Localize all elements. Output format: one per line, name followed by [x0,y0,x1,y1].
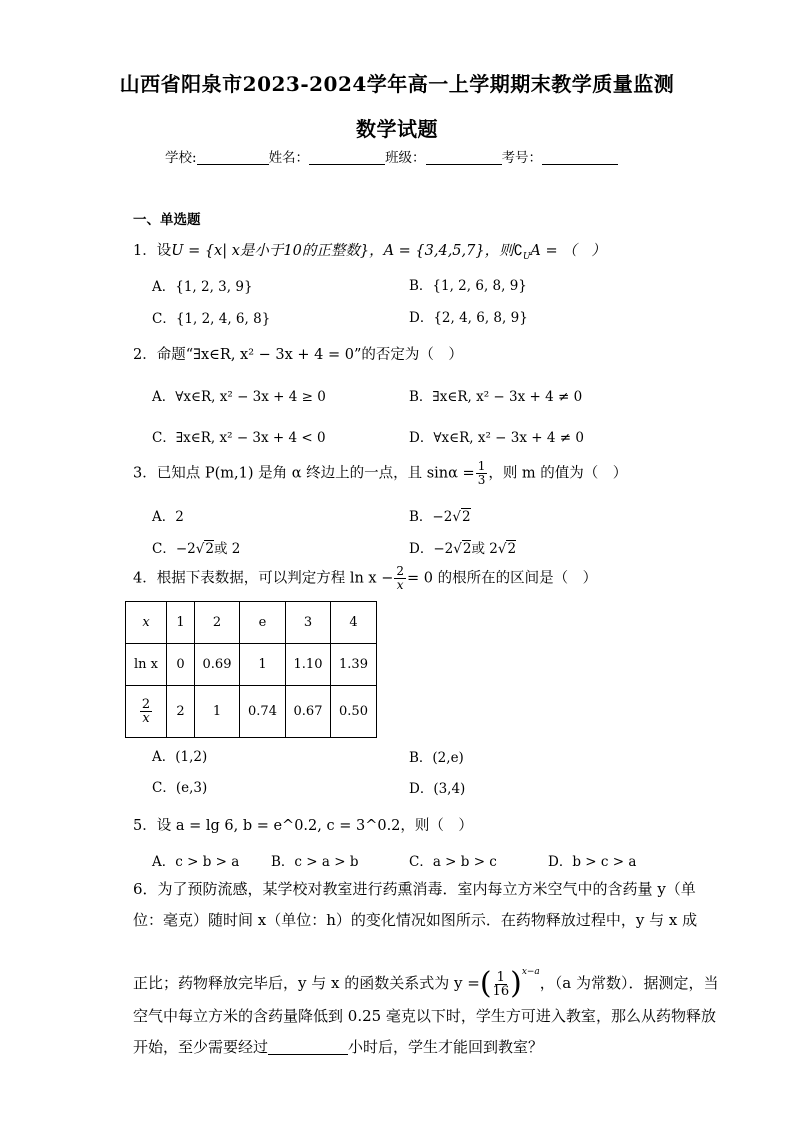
page-title-line2: 数学试题 [356,117,438,141]
q4-option-d[interactable]: D．(3,4) [409,781,466,797]
table-cell: 1 [167,602,195,644]
q1-set-def: U = {x| x是小于10的正整数}，A = {3,4,5,7}，则 [171,243,514,259]
q6-line-2: 位：毫克）随时间 x（单位：h）的变化情况如图所示．在药物释放过程中，y 与 x 成 [133,911,698,929]
q6-paren-left: ( [479,966,492,1001]
table-cell: ln x [126,644,167,686]
table-row [126,686,377,738]
section-heading: 一、单选题 [133,212,201,228]
q5-option-c[interactable]: C．a > b > c [409,854,497,870]
q3-option-c[interactable]: C．−2√2或 2 [152,541,241,557]
table-cell: 0.74 [240,686,286,738]
q3-c-pre: C．−2 [152,541,196,557]
table-cell: e [240,602,286,644]
q6-line3-b: ，（a 为常数）．据测定，当 [539,974,719,992]
table-cell: 0.67 [286,686,331,738]
q3-d-radicand: 2 [462,541,472,557]
q1-complement-symbol: ∁ [513,243,523,259]
table-cell: 0.69 [195,644,240,686]
question-5-stem: 5．设 a = lg 6, b = e^0.2, c = 3^0.2，则（ ） [133,818,473,834]
table-cell: 1 [195,686,240,738]
question-1-stem [133,239,606,262]
q6-line-4: 空气中每立方米的含药量降低到 0.25 毫克以下时，学生方可进入教室，那么从药物释放 [133,1007,716,1025]
table-cell: 2 [195,602,240,644]
table-row [126,602,377,644]
school-blank[interactable] [197,150,269,165]
exam-no-label: 考号： [501,150,543,166]
q5-option-d[interactable]: D．b > c > a [548,854,637,870]
table-cell: 4 [331,602,377,644]
q6-line-1: 6．为了预防流感，某学校对教室进行药熏消毒．室内每立方米空气中的含药量 y（单 [133,880,696,898]
q2-option-c[interactable]: C．∃x∈R, x² − 3x + 4 < 0 [152,430,326,446]
q5-option-b[interactable]: B．c > a > b [271,854,359,870]
table-cell: 1.10 [286,644,331,686]
q6-line3-a: 正比；药物释放完毕后，y 与 x 的函数关系式为 y = [133,974,480,992]
q6-exponent: x−a [521,967,540,977]
q3-d-mid: 或 2 [471,541,498,557]
q4-frac-den: x [396,578,404,592]
table-cell: 1.39 [331,644,377,686]
q6-answer-blank[interactable] [268,1040,348,1055]
q6-line-3 [133,952,719,1004]
q4-option-a[interactable]: A．(1,2) [152,749,208,765]
question-3-stem [133,460,627,487]
q3-c-radicand: 2 [205,541,214,557]
q2-option-b[interactable]: B．∃x∈R, x² − 3x + 4 ≠ 0 [409,389,583,405]
q3-d-pre: D．−2 [409,541,454,557]
q4-stem-b: = 0 的根所在的区间是（ ） [407,570,598,587]
q3-frac-num: 1 [477,459,486,473]
school-label: 学校: [165,150,197,166]
q4-data-table [125,601,377,738]
q2-option-a[interactable]: A．∀x∈R, x² − 3x + 4 ≥ 0 [152,389,326,405]
q3-d-radicand2: 2 [507,541,517,557]
table-cell: 3 [286,602,331,644]
q3-stem-a: 3．已知点 P(m,1) 是角 α 终边上的一点，且 sinα = [133,465,475,482]
table-cell: 0 [167,644,195,686]
q6-line5-b: 小时后，学生才能回到教室？ [348,1038,544,1056]
q4-stem-a: 4．根据下表数据，可以判定方程 ln x − [133,570,394,587]
q6-line-5 [133,1040,543,1055]
table-frac-den: x [142,711,150,726]
class-label: 班级： [385,150,426,166]
q5-option-a[interactable]: A．c > b > a [152,854,240,870]
student-info-row [165,146,618,166]
q6-frac-num: 1 [496,969,505,985]
table-cell: 1 [240,644,286,686]
table-frac-num: 2 [141,697,151,712]
q3-frac-den: 3 [477,473,486,487]
q4-frac-num: 2 [396,564,404,578]
name-blank[interactable] [309,150,385,165]
page-title-line1: 山西省阳泉市2023-2024学年高一上学期期末教学质量监测 [119,72,675,96]
q3-b-radicand: 2 [461,509,471,525]
q4-option-c[interactable]: C．(e,3) [152,780,208,796]
question-2-stem: 2．命题“∃x∈R, x² − 3x + 4 = 0”的否定为（ ） [133,347,463,363]
table-cell: 2 [167,686,195,738]
q3-c-tail: 或 2 [213,541,241,557]
q4-fraction [394,565,406,592]
q6-paren-right: ) [510,966,522,1001]
q3-option-a[interactable]: A．2 [152,509,184,525]
table-cell: 0.50 [331,686,377,738]
q3-b-pre: B．−2 [409,509,453,525]
q2-option-d[interactable]: D．∀x∈R, x² − 3x + 4 ≠ 0 [409,430,584,446]
q1-option-d[interactable]: D．{2, 4, 6, 8, 9} [409,310,528,326]
question-4-stem [133,565,597,592]
q1-complement-sub: U [522,251,531,262]
name-label: 姓名： [268,150,310,166]
table-cell: x [126,602,167,644]
q6-line5-a: 开始，至少需要经过 [133,1038,269,1056]
q1-option-a[interactable]: A．{1, 2, 3, 9} [152,279,253,295]
q1-option-c[interactable]: C．{1, 2, 4, 6, 8} [152,311,271,327]
q3-option-b[interactable]: B．−2√2 [409,509,471,525]
q1-option-b[interactable]: B．{1, 2, 6, 8, 9} [409,278,527,294]
q3-stem-b: ，则 m 的值为（ ） [488,465,628,482]
q6-frac-den: 16 [492,983,510,999]
exam-no-blank[interactable] [542,150,618,165]
table-cell [126,686,167,738]
q4-option-b[interactable]: B．(2,e) [409,750,464,766]
q3-fraction [476,460,488,487]
q1-number: 1．设 [133,243,172,259]
class-blank[interactable] [426,150,502,165]
table-row [126,644,377,686]
q1-tail: A = （ ） [530,243,606,259]
q3-option-d[interactable]: D．−2√2或 2√2 [409,541,517,557]
